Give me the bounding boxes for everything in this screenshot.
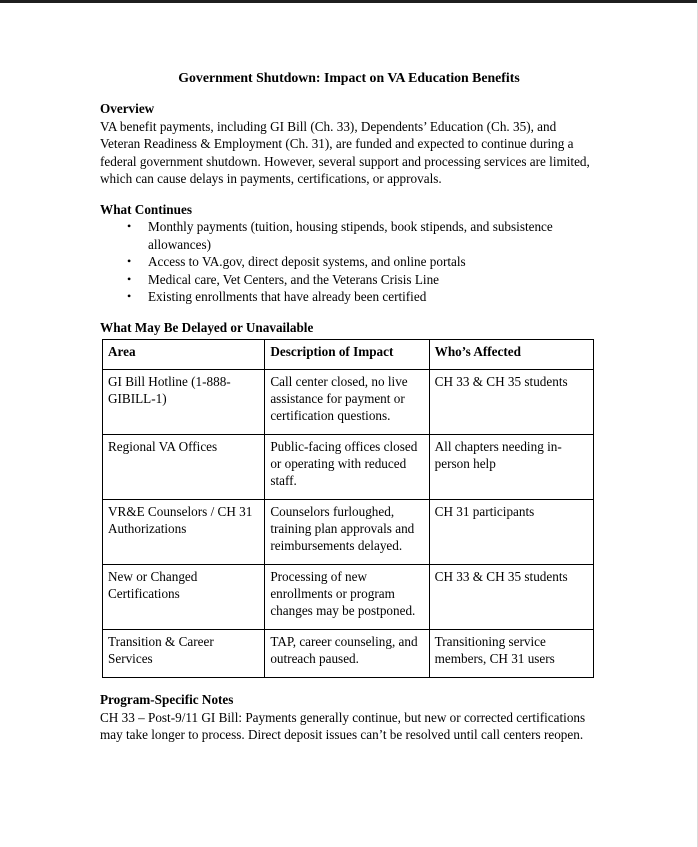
table-row [103,630,594,678]
cell-affected: Transitioning service members, CH 31 users [429,630,593,678]
table-row [103,565,594,630]
document-title: Government Shutdown: Impact on VA Education Benefits [178,70,520,85]
cell-affected: All chapters needing in-person help [429,435,593,500]
overview-paragraph: VA benefit payments, including GI Bill (Ch. 33), Dependents’ Education (Ch. 35), and Veteran Readiness & Employment (Ch. 31), are funded and expected to continue during a federal government shutdown. However, several support and processing services are limited, which can cause delays in payments, certifications, or approvals. [100,118,590,186]
table-row [103,500,594,565]
cell-affected: CH 33 & CH 35 students [429,370,593,435]
table-row [103,435,594,500]
cell-area: VR&E Counselors / CH 31 Authorizations [103,500,265,565]
column-header-affected: Who’s Affected [429,340,593,370]
column-header-area: Area [103,340,265,370]
list-item-text: Monthly payments (tuition, housing stipends, book stipends, and subsistence allowances) [148,219,553,252]
cell-impact: Counselors furloughed, training plan approvals and reimbursements delayed. [265,500,429,565]
list-item-text: Access to VA.gov, direct deposit systems, and online portals [148,254,466,269]
list-item-text: Existing enrollments that have already been certified [148,289,427,304]
table-header-row [103,340,594,370]
bullet-icon: • [127,289,132,303]
impact-table [102,339,594,678]
list-item [100,253,598,271]
table-row [103,370,594,435]
notes-heading: Program-Specific Notes [100,692,234,707]
cell-area: Regional VA Offices [103,435,265,500]
what-continues-list [100,218,598,306]
cell-impact: Public-facing offices closed or operating with reduced staff. [265,435,429,500]
list-item-text: Medical care, Vet Centers, and the Veterans Crisis Line [148,271,440,287]
cell-impact: Call center closed, no live assistance for payment or certification questions. [265,370,429,435]
delayed-heading: What May Be Delayed or Unavailable [100,319,314,335]
bullet-icon: • [127,254,132,268]
list-item [100,271,598,289]
what-continues-heading: What Continues [100,201,192,217]
cell-area: New or Changed Certifications [103,565,265,630]
cell-affected: CH 31 participants [429,500,593,565]
notes-paragraph: CH 33 – Post-9/11 GI Bill: Payments generally continue, but new or corrected certifications may take longer to process. Direct deposit issues can’t be resolved until call centers reopen. [100,709,586,742]
list-item [100,218,598,253]
column-header-impact: Description of Impact [265,340,429,370]
overview-heading: Overview [100,101,155,116]
cell-area: GI Bill Hotline (1-888-GIBILL-1) [103,370,265,435]
list-item [100,288,598,306]
cell-area: Transition & Career Services [103,630,265,678]
screenshot-top-border [0,0,698,3]
cell-affected: CH 33 & CH 35 students [429,565,593,630]
bullet-icon: • [127,271,132,286]
cell-impact: TAP, career counseling, and outreach paused. [265,630,429,678]
bullet-icon: • [127,219,132,233]
cell-impact: Processing of new enrollments or program changes may be postponed. [265,565,429,630]
